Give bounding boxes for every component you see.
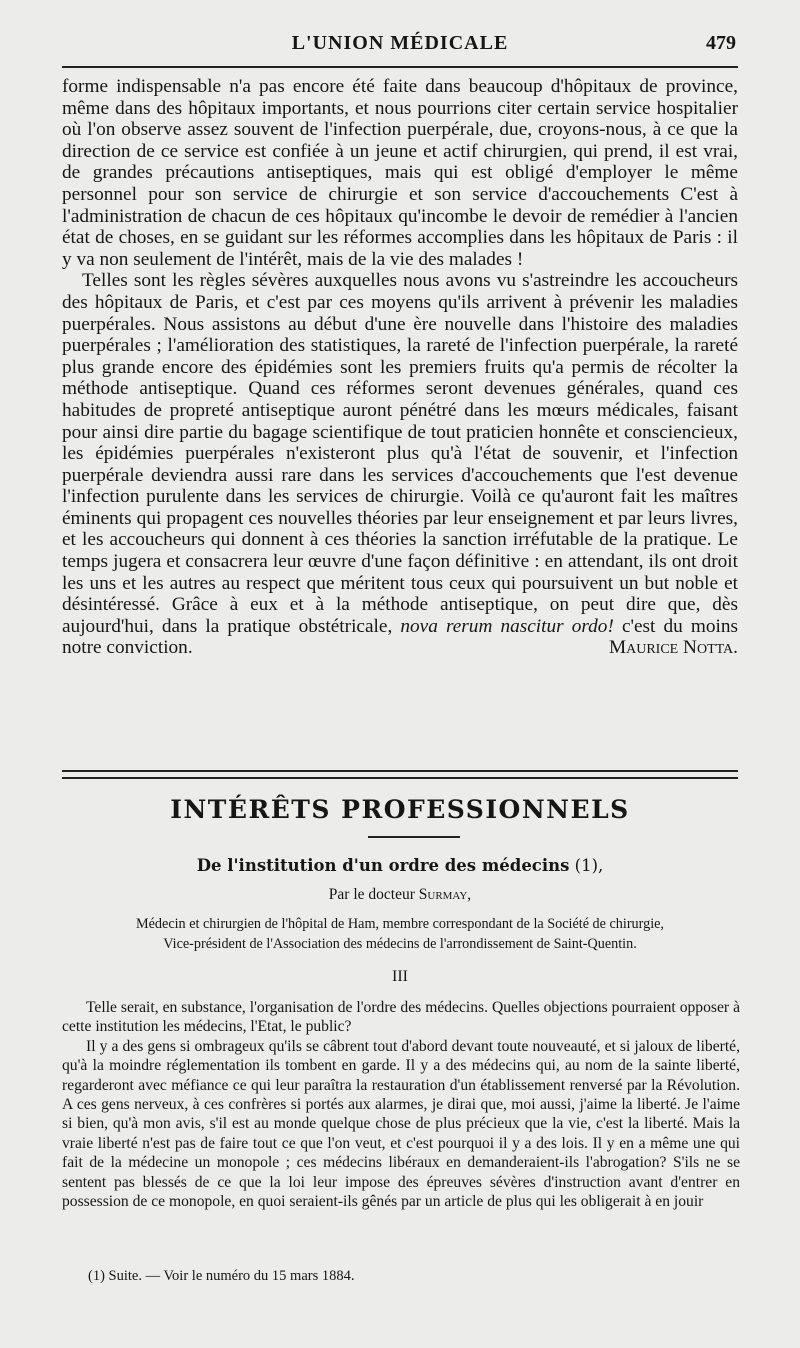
author-name: Surmay, bbox=[418, 886, 472, 903]
paragraph: Telle serait, en substance, l'organisation de l'ordre des médecins. Quelles objections pourraient opposer à cette institution les médecins, l'Etat, le public? bbox=[62, 999, 740, 1036]
byline-prefix: Par le docteur bbox=[328, 886, 419, 903]
running-head bbox=[62, 32, 738, 60]
section-divider bbox=[62, 770, 738, 779]
author-signature: Maurice Notta. bbox=[608, 637, 738, 659]
part-number: III bbox=[392, 968, 408, 985]
footnote-reference: (1), bbox=[569, 856, 604, 875]
running-title: L'UNION MÉDICALE bbox=[291, 32, 509, 54]
footnote: (1) Suite. — Voir le numéro du 15 mars 1884. bbox=[88, 1268, 355, 1284]
article-title-text: De l'institution d'un ordre des médecins bbox=[196, 856, 570, 875]
page-number: 479 bbox=[706, 32, 736, 54]
paragraph bbox=[62, 270, 738, 659]
paragraph: Il y a des gens si ombrageux qu'ils se câbrent tout d'abord devant toute nouveauté, et si jaloux de liberté, qu'à la moindre réglementation ils tombent en garde. Il y a des médecins qui, au nom de la sainte liberté, regarderont avec méfiance ce qui leur paraîtra la restauration d'un établissement renversé par la Révolution. A ces gens nerveux, à ces confrères si portés aux alarmes, je dirai que, moi aussi, j'aime la liberté. Je l'aime si bien, qu'à mon avis, s'il est au monde quelque chose de plus précieux que la vie, c'est la liberté. Mais la vraie liberté n'est pas de faire tout ce que l'on veut, et c'est pourquoi il y a des lois. Il y en a même une qui fait de la médecine un monopole ; ces médecins libéraux en demanderaient-ils l'abrogation? S'ils ne se sentent pas blessés de ce que la loi leur impose des épreuves sévères d'instruction avant d'entrer en possession de ce monopole, en quoi seraient-ils gênés par un article de plus qui les obligerait à en jouir bbox=[62, 1037, 740, 1211]
author-affiliation bbox=[62, 915, 738, 954]
section-title: INTÉRÊTS PROFESSIONNELS bbox=[170, 795, 630, 824]
article-body bbox=[62, 998, 740, 1211]
paragraph: forme indispensable n'a pas encore été faite dans beaucoup d'hôpitaux de province, même dans des hôpitaux importants, et nous pourrions citer certain service hospitalier où l'on observe assez souvent de l'infection puerpérale, due, croyons-nous, à ce que la direction de ce service est confiée à un jeune et actif chirurgien, qui prend, il est vrai, de grandes précautions antiseptiques, mais qui est obligé d'employer le même personnel pour son service de chirurgie et son service d'accouchements C'est à l'administration de chacun de ces hôpitaux qu'incombe le devoir de remédier à l'ancien état de choses, en se guidant sur les réformes accomplies dans les hôpitaux de Paris : il y va non seulement de l'intérêt, mais de la vie des malades ! bbox=[62, 76, 738, 270]
paragraph-text: Telles sont les règles sévères auxquelles nous avons vu s'astreindre les accoucheurs des hôpitaux de Paris, et c'est par ces moyens qu'ils arrivent à prévenir les maladies puerpérales. Nous assistons au début d'une ère nouvelle dans l'histoire des maladies puerpérales ; l'amélioration des statistiques, la rareté de l'infection puerpérale, la rareté plus grande encore des épidémies sont les premiers fruits qu'a permis de récolter la méthode antiseptique. Quand ces réformes seront devenues générales, quand ces habitudes de propreté antiseptique auront pénétré dans les mœurs médicales, faisant pour ainsi dire partie du bagage scientifique de tout praticien honnête et consciencieux, les épidémies puerpérales n'existeront plus qu'à l'état de souvenir, et l'infection puerpérale deviendra aussi rare dans les services d'accouchements que l'est devenue l'infection purulente dans les services de chirurgie. Voilà ce qu'auront fait les maîtres éminents qui propagent ces nouvelles théories par leur enseignement et par leurs livres, et les accoucheurs qui donnent à ces théories la sanction irréfutable de la pratique. Le temps jugera et consacrera leur œuvre d'une façon définitive : en attendant, ils ont droit les uns et les autres au respect que méritent tous ceux qui poursuivent un but noble et désintéressé. Grâce à eux et à la méthode antiseptique, on peut dire que, dès aujourd'hui, dans la pratique obstétricale, bbox=[62, 270, 738, 637]
byline bbox=[62, 886, 738, 904]
previous-article-conclusion bbox=[62, 76, 738, 659]
latin-motto: nova rerum nascitur ordo! bbox=[400, 615, 614, 637]
affiliation-line: Vice-président de l'Association des médecins de l'arrondissement de Saint-Quentin. bbox=[163, 935, 637, 952]
article-title bbox=[62, 856, 738, 875]
header-rule bbox=[62, 66, 738, 68]
title-underline bbox=[368, 836, 460, 838]
paragraph-text-end: c'est du moins notre conviction. bbox=[62, 615, 738, 659]
affiliation-line: Médecin et chirurgien de l'hôpital de Ham, membre correspondant de la Société de chirurgie, bbox=[136, 916, 664, 932]
